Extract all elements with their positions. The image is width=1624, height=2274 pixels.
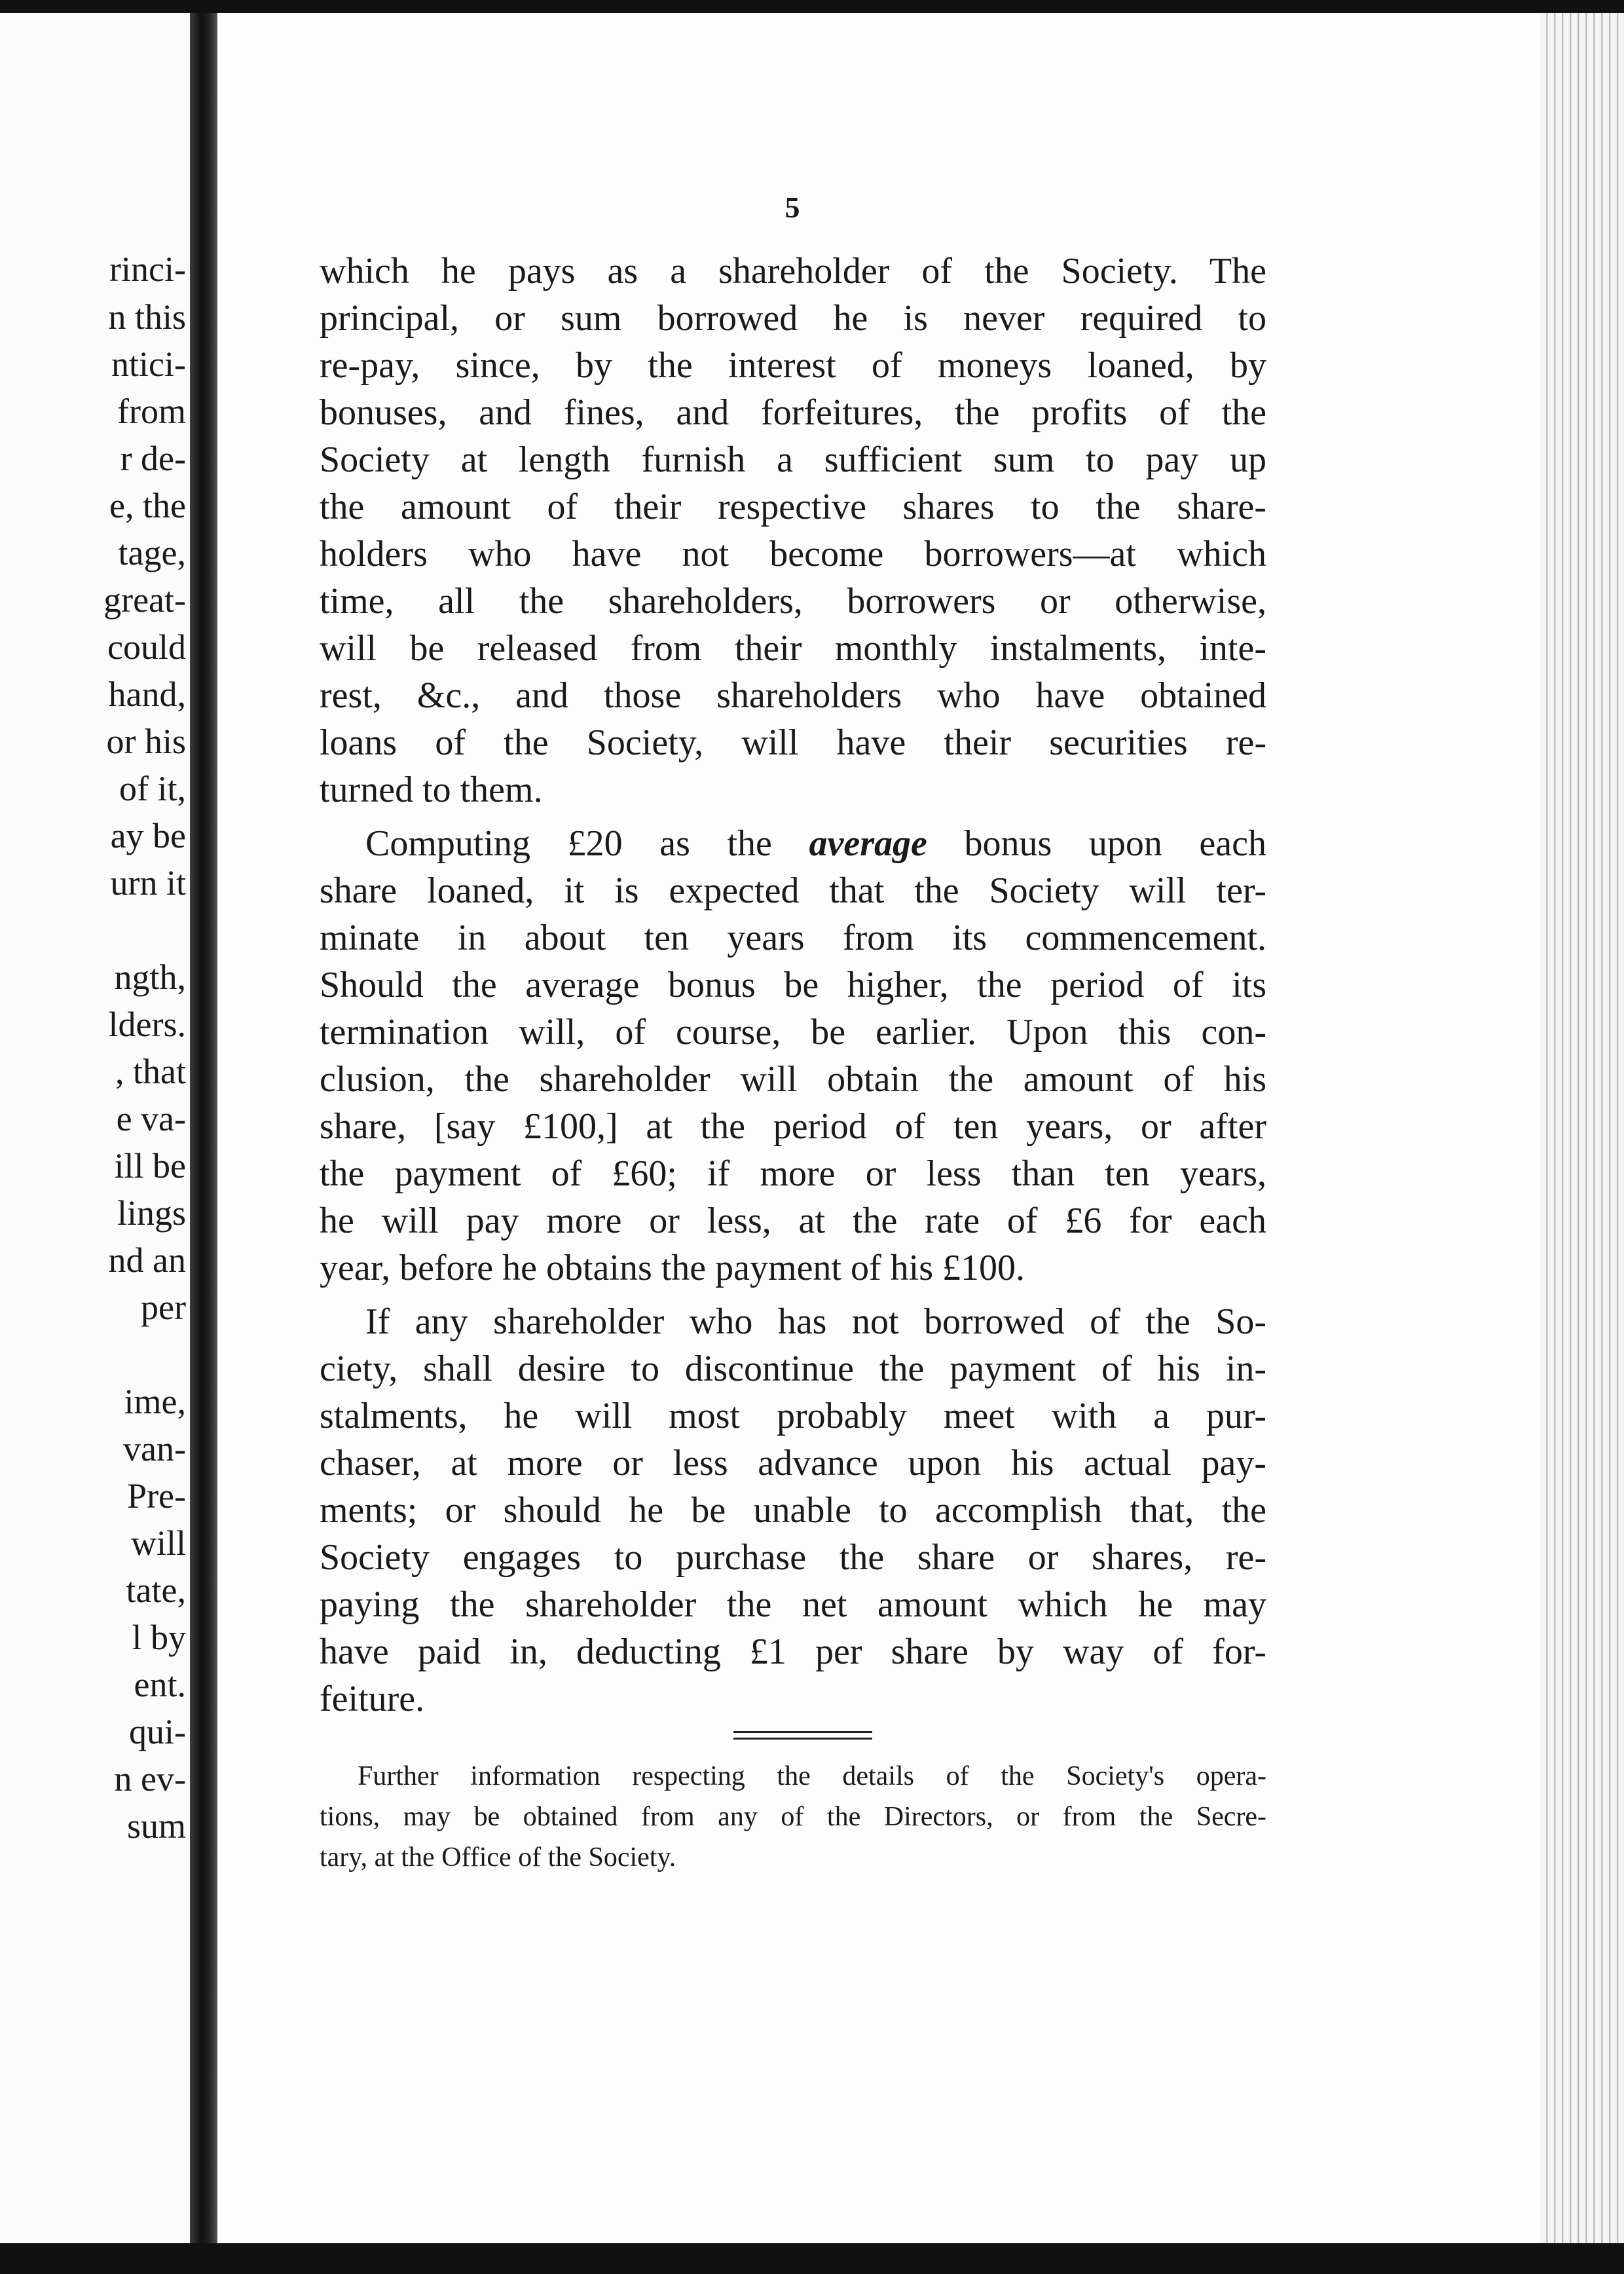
- body-line: will be released from their monthly instalments, inte-: [320, 628, 1266, 669]
- body-line: he will pay more or less, at the rate of £6 for each: [320, 1201, 1266, 1241]
- body-text: Computing £20 as the: [365, 823, 809, 864]
- book-gutter: [190, 13, 217, 2243]
- page-edges: [1540, 13, 1624, 2243]
- emphasis-text: average: [809, 823, 927, 864]
- body-line: bonuses, and fines, and forfeitures, the profits of the: [320, 392, 1266, 433]
- section-divider: [733, 1731, 872, 1733]
- facing-page-line: Pre-: [127, 1476, 186, 1516]
- body-line: turned to them.: [320, 770, 543, 810]
- facing-page-line: ntici-: [111, 345, 186, 384]
- facing-page-line: rinci-: [109, 250, 186, 289]
- facing-page-line: tate,: [126, 1571, 186, 1610]
- footnote-line: Further information respecting the details of the Society's opera-: [358, 1761, 1266, 1791]
- body-line: Society at length furnish a sufficient sum to pay up: [320, 439, 1266, 480]
- facing-page-line: ent.: [134, 1665, 186, 1704]
- facing-page-fragment: [0, 13, 190, 2243]
- facing-page-line: great-: [103, 580, 186, 620]
- facing-page-line: van-: [123, 1429, 186, 1468]
- facing-page-line: or his: [106, 722, 186, 761]
- facing-page-line: n this: [108, 297, 186, 337]
- page-number: 5: [784, 191, 800, 224]
- facing-page-line: e va-: [116, 1099, 186, 1138]
- facing-page-line: ime,: [124, 1382, 186, 1421]
- section-divider: [733, 1738, 872, 1740]
- facing-page-line: nd an: [108, 1240, 186, 1280]
- facing-page-line: n ev-: [114, 1759, 186, 1799]
- facing-page-line: l by: [132, 1618, 186, 1657]
- facing-page-line: hand,: [108, 675, 186, 714]
- body-line: Society engages to purchase the share or shares, re-: [320, 1537, 1266, 1578]
- body-line: the amount of their respective shares to the share-: [320, 487, 1266, 527]
- body-line: [320, 820, 1266, 867]
- body-line: time, all the shareholders, borrowers or otherwise,: [320, 581, 1266, 622]
- body-text: bonus upon each: [927, 823, 1266, 864]
- facing-page-line: of it,: [119, 769, 186, 808]
- facing-page-line: lders.: [108, 1005, 186, 1044]
- body-line: termination will, of course, be earlier. Upon this con-: [320, 1012, 1266, 1053]
- body-line: have paid in, deducting £1 per share by way of for-: [320, 1631, 1266, 1672]
- body-line: feiture.: [320, 1679, 425, 1719]
- body-line: loans of the Society, will have their securities re-: [320, 722, 1266, 763]
- body-line: share loaned, it is expected that the Society will ter-: [320, 870, 1266, 911]
- body-line: rest, &c., and those shareholders who have obtained: [320, 675, 1266, 716]
- body-line: If any shareholder who has not borrowed of the So-: [365, 1301, 1266, 1342]
- facing-page-line: lings: [117, 1193, 186, 1233]
- body-line: stalments, he will most probably meet with a pur-: [320, 1396, 1266, 1436]
- body-line: share, [say £100,] at the period of ten years, or after: [320, 1106, 1266, 1147]
- body-line: holders who have not become borrowers—at which: [320, 534, 1266, 574]
- body-line: the payment of £60; if more or less than ten years,: [320, 1153, 1266, 1194]
- facing-page-line: qui-: [129, 1712, 186, 1751]
- body-line: ments; or should he be unable to accomplish that, the: [320, 1490, 1266, 1531]
- facing-page-line: per: [141, 1288, 186, 1327]
- facing-page-line: sum: [126, 1806, 186, 1846]
- facing-page-line: r de-: [120, 439, 186, 478]
- facing-page-line: tage,: [118, 533, 186, 572]
- facing-page-line: will: [130, 1523, 186, 1563]
- facing-page-line: from: [117, 392, 186, 431]
- facing-page-line: ay be: [110, 816, 186, 855]
- body-line: which he pays as a shareholder of the Society. The: [320, 251, 1266, 291]
- scan-border-top: [0, 0, 1624, 13]
- body-line: Should the average bonus be higher, the period of its: [320, 965, 1266, 1005]
- footnote-line: tions, may be obtained from any of the Directors, or from the Secre-: [320, 1802, 1266, 1832]
- scan-border-bottom: [0, 2243, 1624, 2274]
- facing-page-line: , that: [115, 1052, 186, 1091]
- facing-page-line: could: [107, 627, 186, 667]
- body-line: re-pay, since, by the interest of moneys loaned, by: [320, 345, 1266, 386]
- footnote-line: tary, at the Office of the Society.: [320, 1842, 676, 1873]
- body-line: principal, or sum borrowed he is never required to: [320, 298, 1266, 339]
- body-line: chaser, at more or less advance upon his actual pay-: [320, 1443, 1266, 1483]
- body-line: year, before he obtains the payment of his £100.: [320, 1248, 1025, 1288]
- body-line: ciety, shall desire to discontinue the payment of his in-: [320, 1349, 1266, 1389]
- facing-page-line: urn it: [110, 863, 186, 903]
- body-line: clusion, the shareholder will obtain the amount of his: [320, 1059, 1266, 1100]
- facing-page-line: ngth,: [114, 958, 186, 997]
- body-line: paying the shareholder the net amount which he may: [320, 1584, 1266, 1625]
- facing-page-line: ill be: [114, 1146, 186, 1185]
- facing-page-line: e, the: [109, 486, 186, 525]
- body-line: minate in about ten years from its commencement.: [320, 918, 1266, 958]
